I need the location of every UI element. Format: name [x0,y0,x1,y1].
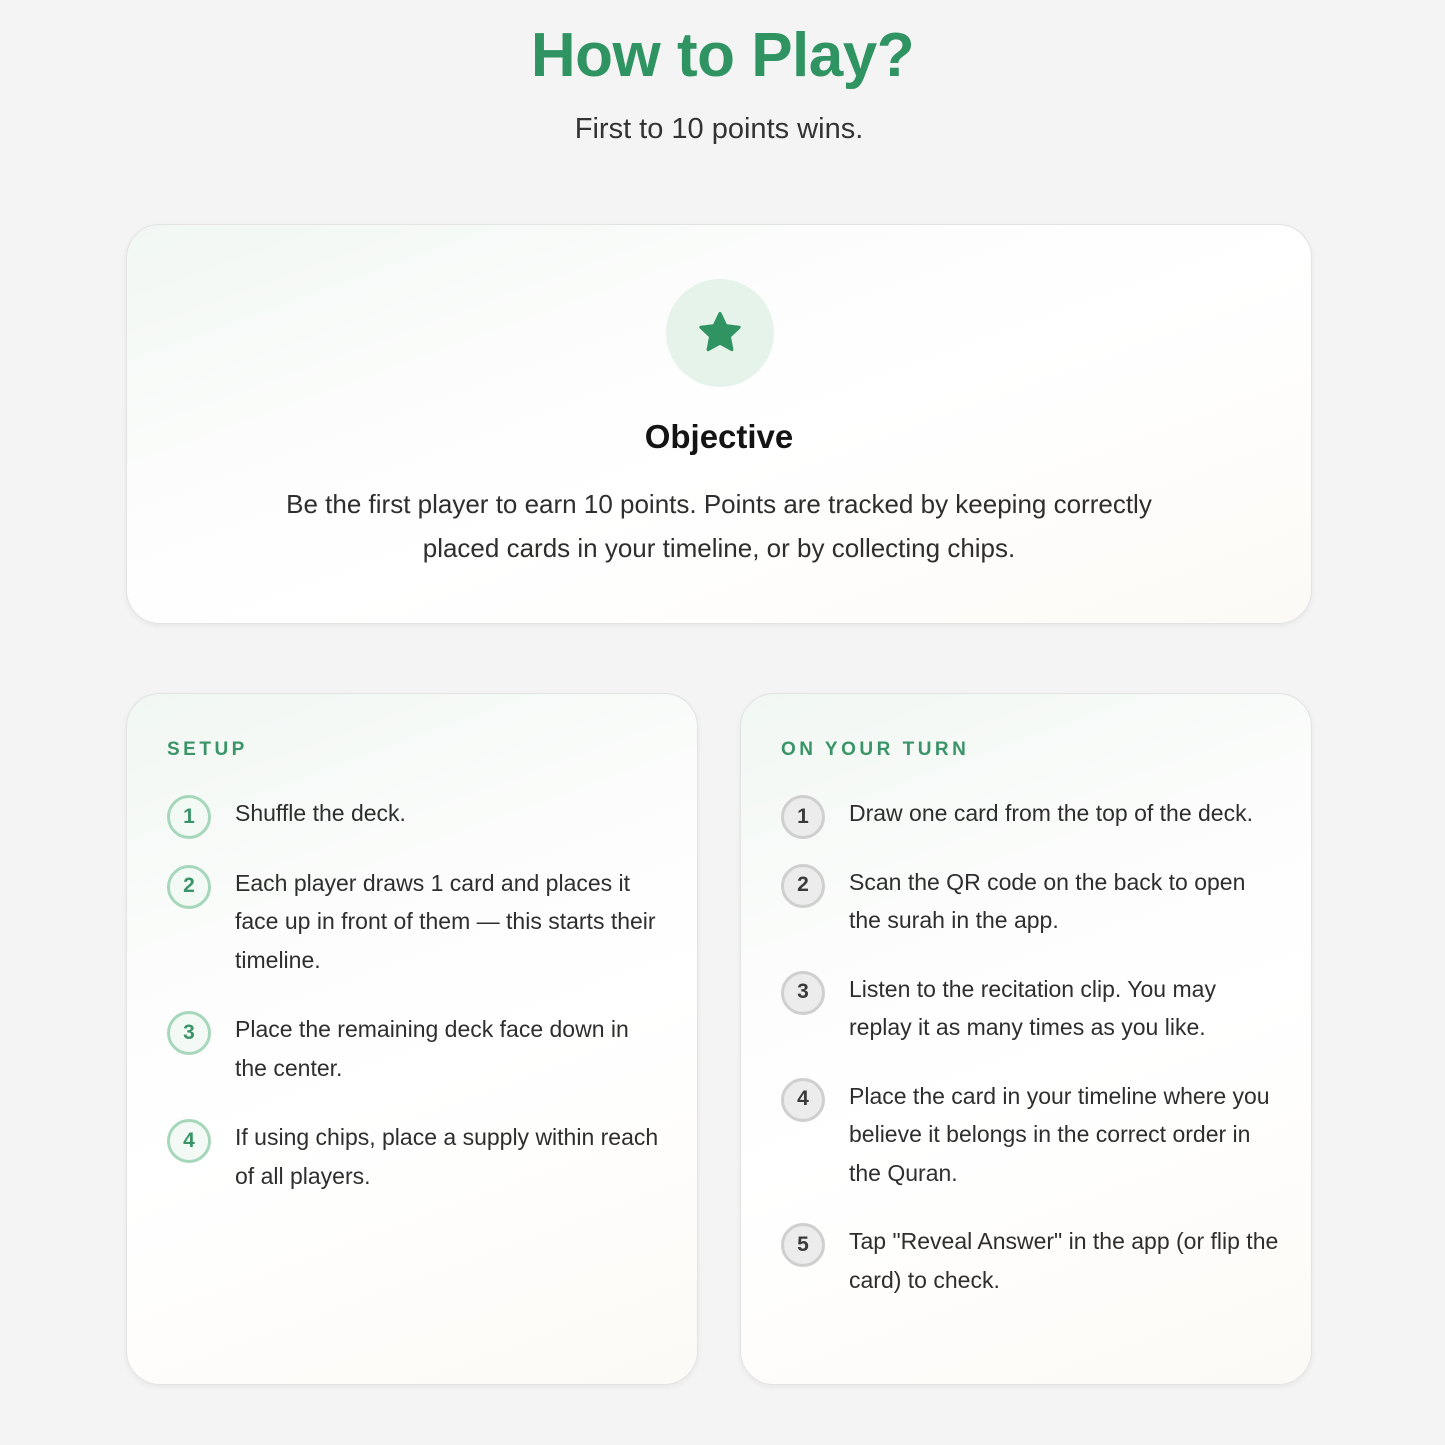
setup-card [126,693,698,1385]
step-text: Tap "Reveal Answer" in the app (or flip the card) to check. [849,1228,1279,1293]
objective-card [126,224,1312,624]
page-title: How to Play? [530,21,915,90]
page-subtitle: First to 10 points wins. [574,113,864,145]
turn-step [781,863,1281,940]
on-your-turn-card [740,693,1312,1385]
step-number: 1 [781,795,825,839]
step-number: 3 [167,1011,211,1055]
step-text: If using chips, place a supply within reach of all players. [235,1124,659,1189]
step-number: 4 [167,1119,211,1163]
step-number: 4 [781,1078,825,1122]
step-number: 1 [167,795,211,839]
step-number: 3 [781,971,825,1015]
setup-steps [167,794,667,1226]
setup-step [167,1118,667,1195]
setup-step [167,864,667,980]
step-text: Scan the QR code on the back to open the surah in the app. [849,868,1246,933]
step-text: Listen to the recitation clip. You may replay it as many times as you like. [849,975,1216,1040]
turn-step [781,794,1281,833]
step-text: Place the remaining deck face down in the center. [235,1016,629,1081]
step-number: 2 [167,865,211,909]
turn-step [781,1222,1281,1299]
setup-step [167,1010,667,1087]
star-icon [697,310,743,356]
turn-step [781,970,1281,1047]
setup-step [167,794,667,833]
setup-label: SETUP [167,739,248,760]
step-number: 5 [781,1223,825,1267]
on-your-turn-label: ON YOUR TURN [781,739,970,760]
step-text: Place the card in your timeline where you believe it belongs in the correct order in the Quran. [849,1082,1270,1186]
turn-steps [781,794,1281,1329]
step-number: 2 [781,864,825,908]
step-text: Each player draws 1 card and places it face up in front of them — this starts their timeline. [235,869,656,973]
objective-text: Be the first player to earn 10 points. Points are tracked by keeping correctly placed cards in your timeline, or by collecting chips. [286,489,1152,563]
step-text: Draw one card from the top of the deck. [849,800,1253,826]
objective-title: Objective [644,418,794,455]
step-text: Shuffle the deck. [235,800,406,826]
objective-icon-badge [666,279,774,387]
turn-step [781,1077,1281,1193]
